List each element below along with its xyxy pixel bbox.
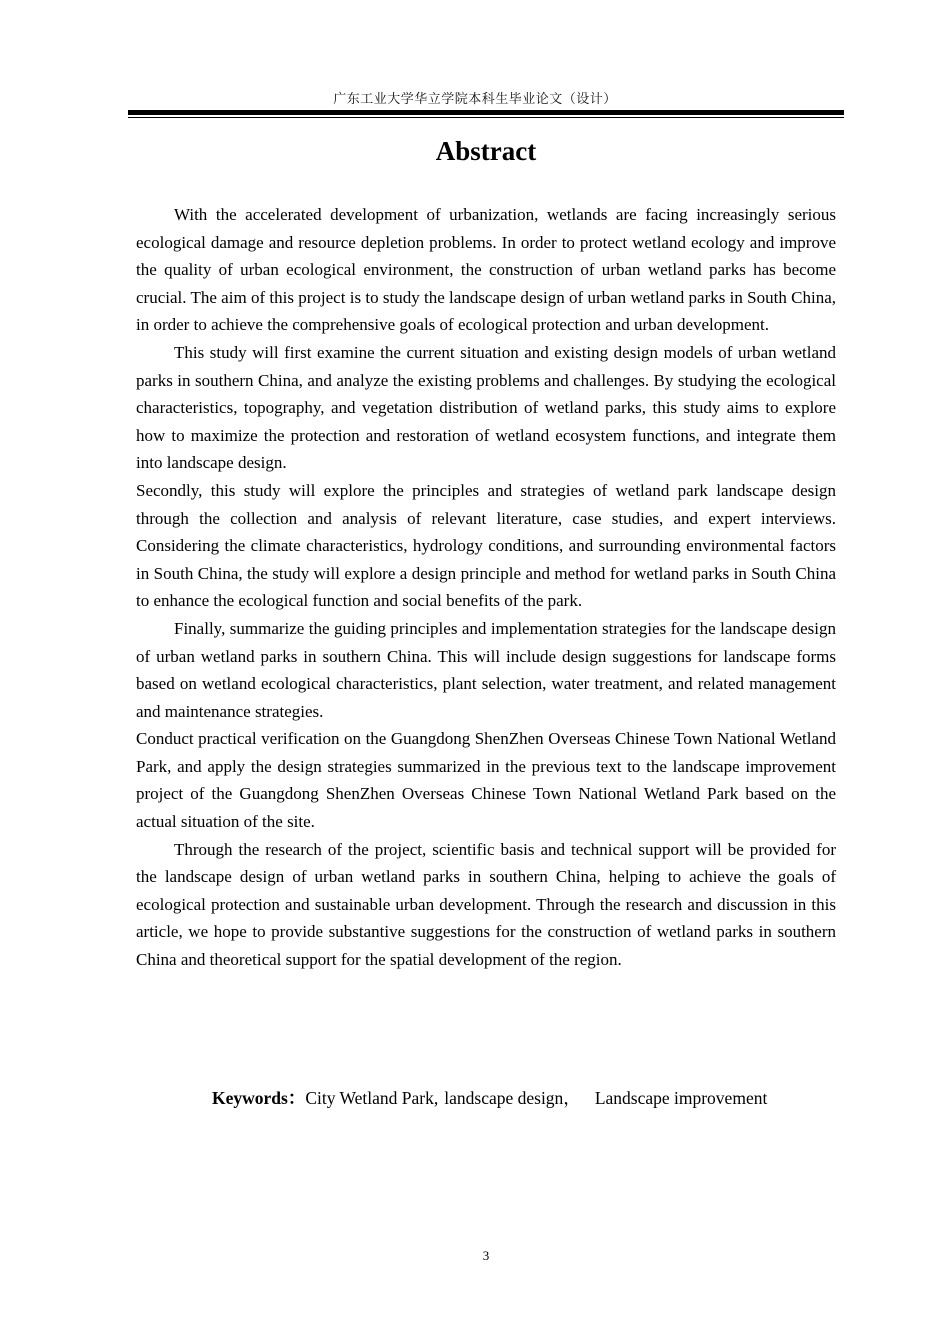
- keyword-item: Landscape improvement: [594, 1088, 768, 1108]
- running-header: 广东工业大学华立学院本科生毕业论文（设计）: [333, 92, 617, 107]
- keywords-label: Keywords：: [212, 1088, 306, 1108]
- header-rule-thin: [128, 117, 844, 118]
- abstract-paragraph: With the accelerated development of urbanization, wetlands are facing increasingly serious ecological damage and resource depletion problems. In order to protect wetland ecology and improve the quality of urban ecological environment, the construction of urban wetland parks has become crucial. The aim of this project is to study the landscape design of urban wetland parks in South China, in order to achieve the comprehensive goals of ecological protection and urban development.: [136, 205, 836, 335]
- abstract-paragraph: Conduct practical verification on the Guangdong ShenZhen Overseas Chinese Town National Wetland Park, and apply the design strategies summarized in the previous text to the landscape improvement project of the Guangdong ShenZhen Overseas Chinese Town National Wetland Park based on the actual situation of the site.: [136, 729, 836, 832]
- page-number: 3: [482, 1248, 490, 1263]
- keyword-item: City Wetland Park,: [305, 1088, 439, 1108]
- abstract-body: [136, 201, 836, 974]
- abstract-paragraph: Secondly, this study will explore the principles and strategies of wetland park landscape design through the collection and analysis of relevant literature, case studies, and expert interviews. Considering the climate characteristics, hydrology conditions, and surrounding environmental factors in South China, the study will explore a design principle and method for wetland parks in South China to enhance the ecological function and social benefits of the park.: [136, 480, 836, 611]
- abstract-paragraph: Finally, summarize the guiding principles and implementation strategies for the landscape design of urban wetland parks in southern China. This will include design suggestions for landscape forms based on wetland ecological characteristics, plant selection, water treatment, and related management and maintenance strategies.: [136, 618, 836, 721]
- abstract-heading: Abstract: [435, 136, 537, 166]
- header-rule-thick: [128, 110, 844, 115]
- abstract-paragraph: Through the research of the project, scientific basis and technical support will be provided for the landscape design of urban wetland parks in southern China, helping to achieve the goals of ecological protection and sustainable urban development. Through the research and discussion in this article, we hope to provide substantive suggestions for the construction of wetland parks in southern China and theoretical support for the spatial development of the region.: [136, 839, 836, 970]
- keywords-line: [212, 1085, 767, 1110]
- abstract-paragraph: This study will first examine the current situation and existing design models of urban wetland parks in southern China, and analyze the existing problems and challenges. By studying the ecological characteristics, topography, and vegetation distribution of wetland parks, this study aims to explore how to maximize the protection and restoration of wetland ecosystem functions, and integrate them into landscape design.: [136, 342, 836, 473]
- keyword-item: landscape design，: [444, 1088, 581, 1108]
